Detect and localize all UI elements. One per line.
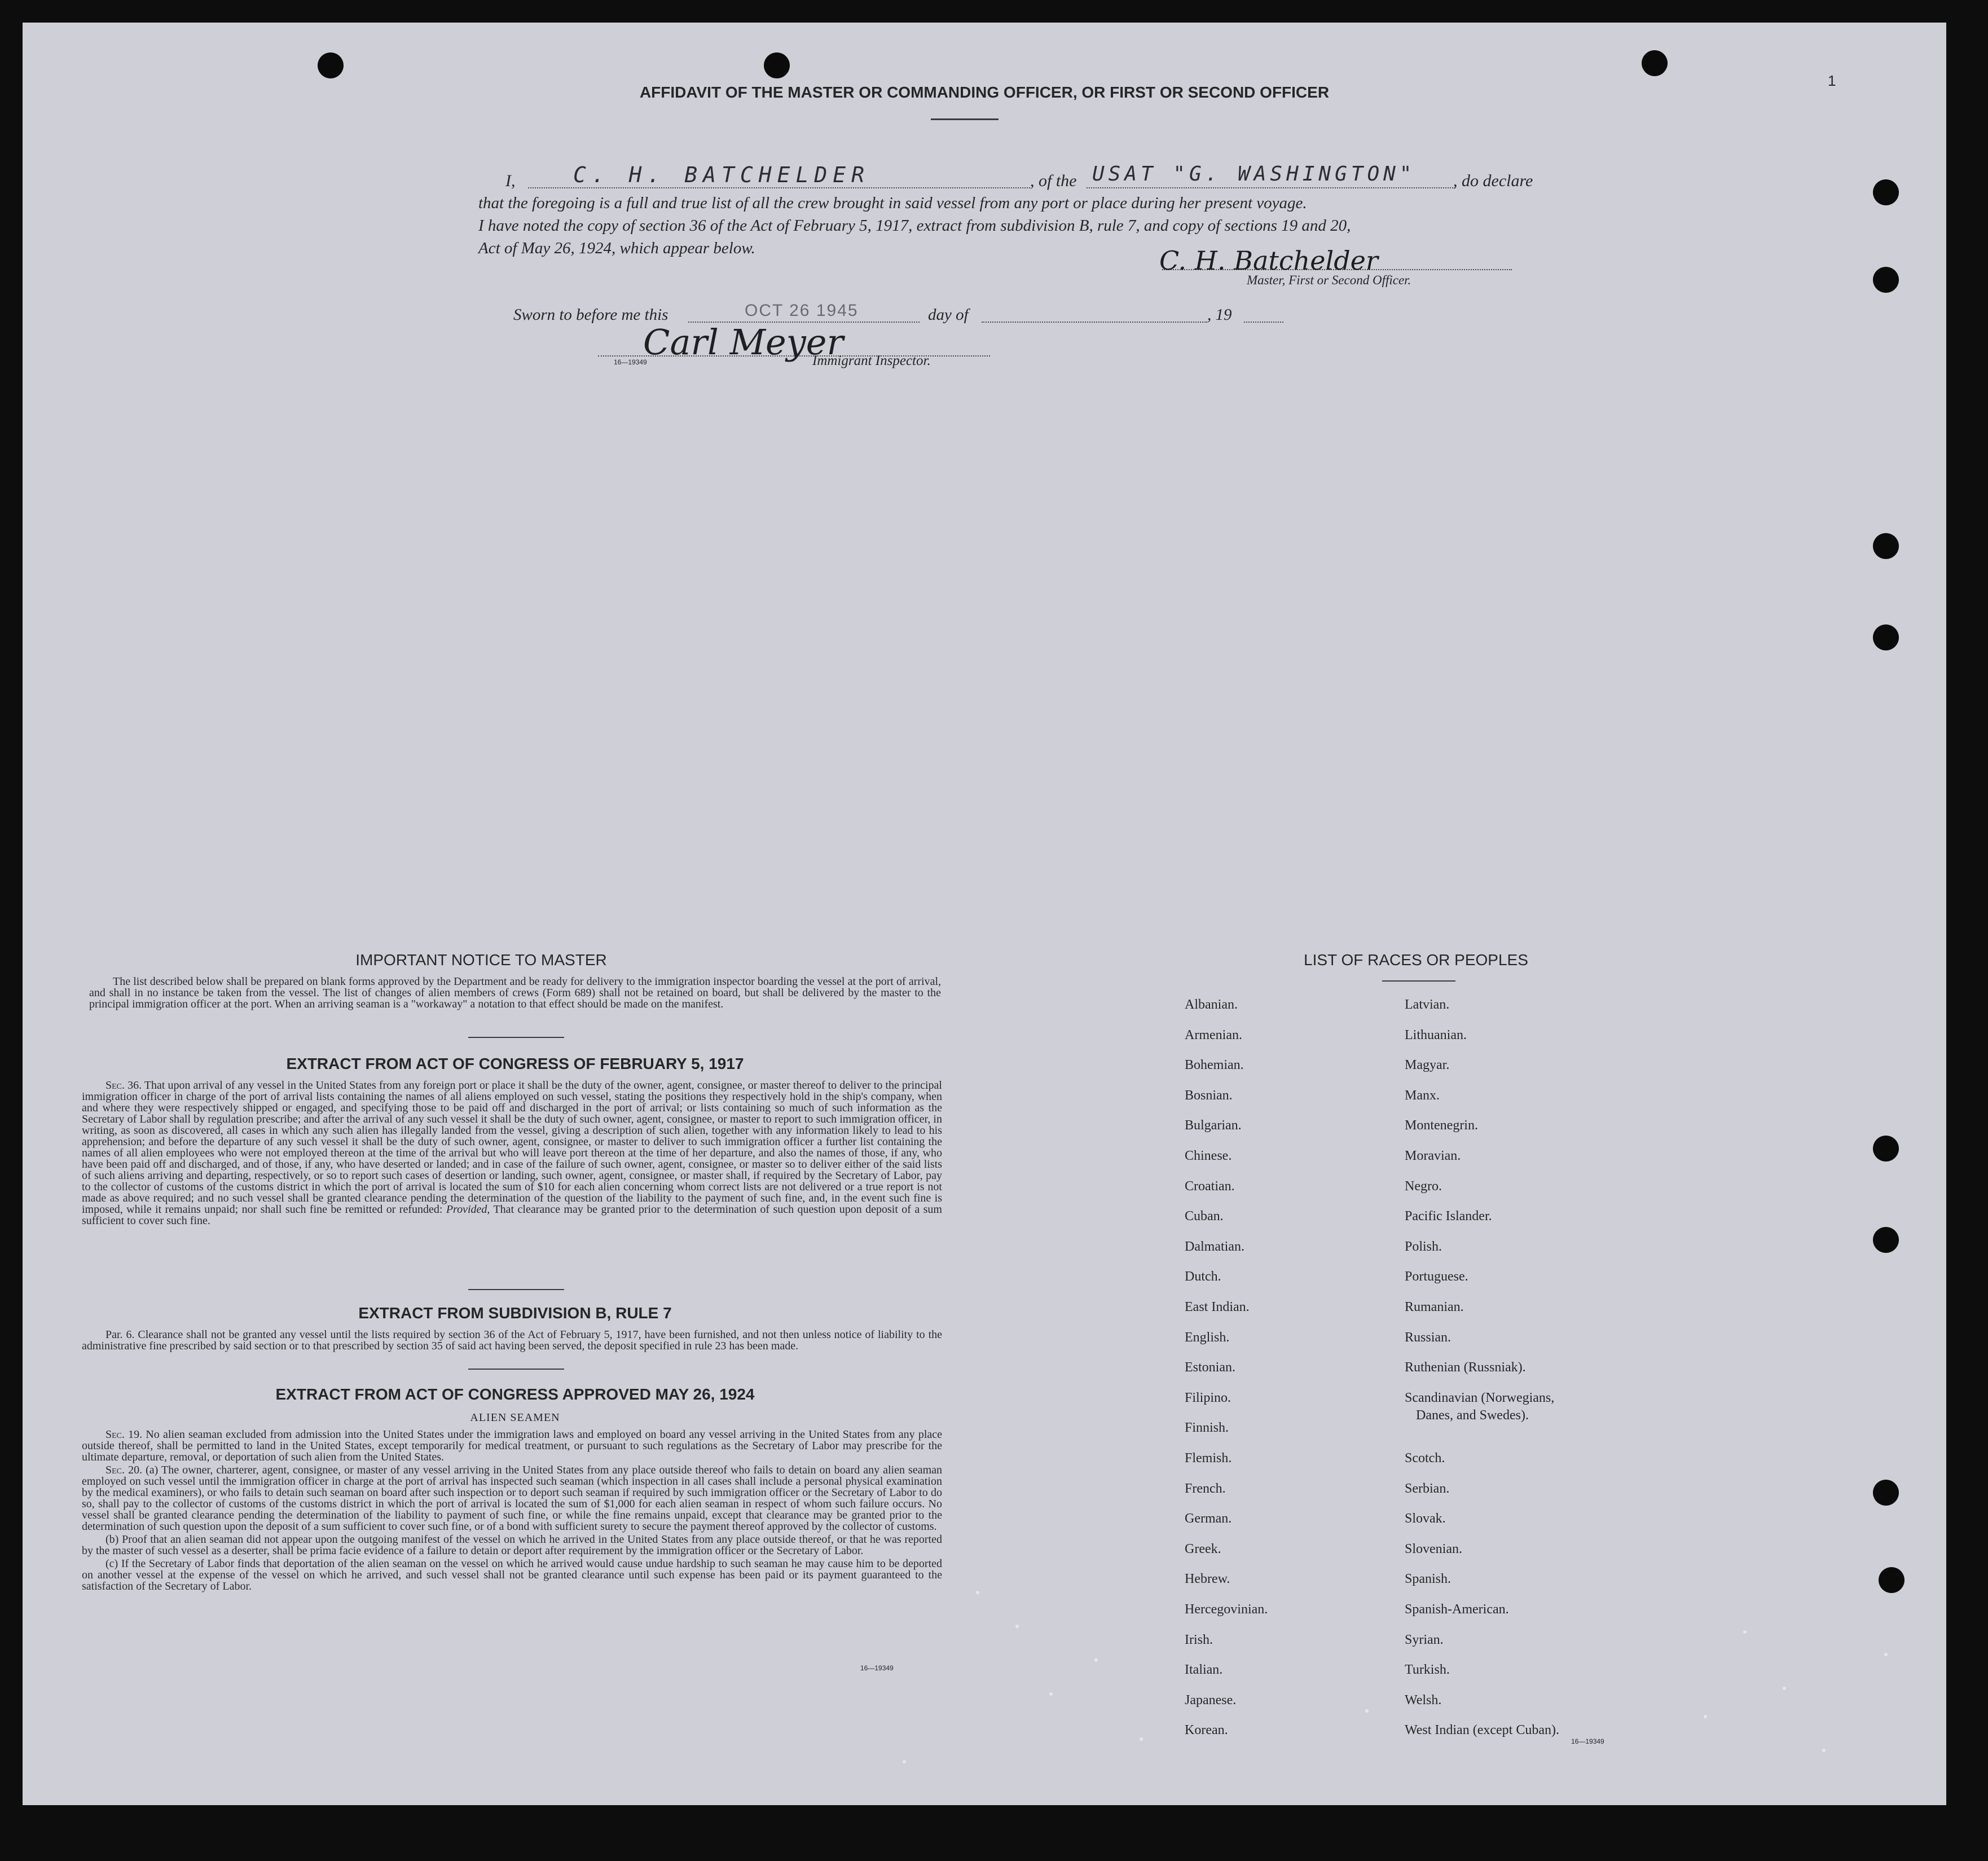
sec20-paragraph xyxy=(82,1464,942,1532)
extract-1917-text xyxy=(82,1080,942,1228)
race-item: Spanish. xyxy=(1405,1572,1452,1587)
race-item: Slovak. xyxy=(1405,1511,1446,1526)
race-item: Scotch. xyxy=(1405,1451,1445,1466)
form-number: 16—19349 xyxy=(860,1664,894,1672)
affidavit-line3: I have noted the copy of section 36 of the Act of February 5, 1917, extract from subdivision B, rule 7, and copy of sections 19 and 20, xyxy=(478,217,1351,235)
provided-word: Provided, xyxy=(446,1203,490,1216)
date-stamp: OCT 26 1945 xyxy=(745,301,859,320)
sec36-text: That upon arrival of any vessel in the United States from any foreign port or place it shall be the duty of the owner, agent, consignee, or master thereof to deliver to the principal immigration officer in charge of the port of arrival lists containing the names of all aliens employed on such vessel, stating the positions they respectively hold in the ship's company, when and where they were respectively shipped or engaged, and specifying those to be paid off and discharged in the port of arrival; or lists containing so much of such information as the Secretary of Labor shall by regulation prescribe; and after the arrival of any such vessel it shall be the duty of such owner, agent, consignee, or master to report to such immigration officer, in writing, as soon as discovered, all cases in which any such alien has illegally landed from the vessel, giving a description of such alien, together with any information likely to lead to his apprehension; and before the departure of any such vessel it shall be the duty of such owner, agent, consignee, or master to deliver to such immigration officer a further list containing the names of all alien employees who were not employed thereon at the time of the arrival but who will leave port thereon at the time of her departure, and also the names of those, if any, who have been paid off and discharged, and of those, if any, who have deserted or landed; and in case of the failure of such owner, agent, consignee, or master so to deliver either of the said lists of such aliens arriving and departing, respectively, or so to report such cases of desertion or landing, such owner, agent, consignee, or master shall, if required by the Secretary of Labor, pay to the collector of customs of the customs district in which the port of arrival is located the sum of $10 for each alien concerning whom correct lists are not delivered or a true report is not made as above required; and no such vessel shall be granted clearance pending the determination of the question of the liability to the payment of such fine, and, in the event such fine is imposed, while it remains unpaid; nor shall such fine be remitted or refunded: xyxy=(82,1079,942,1216)
scan-speck xyxy=(1822,1749,1826,1752)
race-item: Polish. xyxy=(1405,1239,1442,1254)
race-item: Negro. xyxy=(1405,1178,1442,1194)
punch-hole xyxy=(1873,179,1899,205)
subdivision-text xyxy=(82,1329,942,1353)
year-label: , 19 xyxy=(1207,306,1232,324)
extract-1924-title: EXTRACT FROM ACT OF CONGRESS APPROVED MAY 26, 1924 xyxy=(275,1385,755,1403)
race-item: Slovenian. xyxy=(1405,1541,1462,1556)
extract-1924-text xyxy=(82,1429,942,1594)
race-item: Magyar. xyxy=(1405,1058,1450,1073)
race-item: Ruthenian (Russniak). xyxy=(1405,1360,1526,1375)
race-item: West Indian (except Cuban). xyxy=(1405,1723,1559,1738)
race-item: Danes, and Swedes). xyxy=(1416,1408,1529,1423)
form-number: 16—19349 xyxy=(614,358,647,366)
race-item: Irish. xyxy=(1185,1632,1213,1647)
punch-hole xyxy=(1873,624,1899,650)
corner-mark: 1 xyxy=(1828,72,1836,89)
punch-hole xyxy=(318,52,344,78)
punch-hole xyxy=(764,52,790,78)
race-item: Latvian. xyxy=(1405,997,1450,1012)
race-item: Filipino. xyxy=(1185,1390,1231,1405)
race-item: Chinese. xyxy=(1185,1149,1232,1163)
master-name: C. H. BATCHELDER xyxy=(573,162,870,187)
extract-1917-title: EXTRACT FROM ACT OF CONGRESS OF FEBRUARY 5, 1917 xyxy=(286,1055,744,1072)
punch-hole xyxy=(1873,267,1899,293)
alien-seamen-subtitle: ALIEN SEAMEN xyxy=(470,1411,560,1424)
sworn-label: Sworn to before me this xyxy=(513,306,668,324)
inspector-signature: Carl Meyer xyxy=(643,322,844,363)
document-page xyxy=(23,23,1946,1805)
divider xyxy=(468,1289,564,1290)
race-item: Turkish. xyxy=(1405,1662,1450,1678)
para-c: (c) If the Secretary of Labor finds that deportation of the alien seaman on the vessel on which he arrived would cause undue hardship to such seaman he may cause him to be deported on another vessel at the expense of the vessel on which he arrived, and such vessel shall not be granted clearance until such expense has been paid or its payment guaranteed to the satisfaction of the Secretary of Labor. xyxy=(82,1558,942,1592)
race-item: Finnish. xyxy=(1185,1420,1229,1436)
race-item: Bohemian. xyxy=(1185,1058,1244,1073)
race-item: Montenegrin. xyxy=(1405,1118,1478,1133)
notice-title: IMPORTANT NOTICE TO MASTER xyxy=(355,951,607,969)
scan-speck xyxy=(1884,1653,1888,1656)
race-item: Scandinavian (Norwegians, xyxy=(1405,1390,1555,1405)
year-field xyxy=(1244,322,1283,323)
race-item: Moravian. xyxy=(1405,1149,1461,1163)
scan-speck xyxy=(1094,1658,1098,1662)
form-number: 16—19349 xyxy=(1571,1737,1604,1745)
divider xyxy=(468,1369,564,1370)
divider xyxy=(468,1037,564,1038)
punch-hole xyxy=(1879,1567,1905,1593)
scan-speck xyxy=(976,1591,979,1594)
master-signature: C. H. Batchelder xyxy=(1159,245,1378,276)
affidavit-line1 xyxy=(505,162,1538,190)
affidavit-title: AFFIDAVIT OF THE MASTER OR COMMANDING OFFICER, OR FIRST OR SECOND OFFICER xyxy=(639,83,1330,101)
race-item: French. xyxy=(1185,1481,1226,1496)
punch-hole xyxy=(1873,533,1899,559)
scan-speck xyxy=(1743,1630,1747,1634)
race-item: Greek. xyxy=(1185,1541,1221,1556)
divider xyxy=(931,118,999,120)
race-item: Spanish-American. xyxy=(1405,1602,1509,1617)
race-item: Italian. xyxy=(1185,1662,1223,1678)
race-item: East Indian. xyxy=(1185,1300,1250,1314)
race-item: Dalmatian. xyxy=(1185,1239,1244,1254)
race-item: Albanian. xyxy=(1185,997,1238,1012)
sec19-paragraph xyxy=(82,1429,942,1463)
race-item: Cuban. xyxy=(1185,1209,1224,1224)
notice-text xyxy=(89,976,941,1011)
master-signature-caption: Master, First or Second Officer. xyxy=(1247,273,1411,287)
race-item: Hercegovinian. xyxy=(1185,1602,1268,1617)
scan-speck xyxy=(1140,1737,1143,1741)
scan-speck xyxy=(1015,1625,1019,1628)
divider xyxy=(1382,980,1455,982)
para-b: (b) Proof that an alien seaman did not appear upon the outgoing manifest of the vessel on which he arrived in the United States from any place outside thereof, or that he was reported by the master of such vessel as a deserter, shall be prima facie evidence of a failure to detain or deport after requirement by the immigration officer or the Secretary of Labor. xyxy=(82,1533,942,1557)
race-item: Welsh. xyxy=(1405,1692,1442,1708)
race-item: Hebrew. xyxy=(1185,1572,1230,1587)
scan-speck xyxy=(903,1760,906,1763)
race-item: Flemish. xyxy=(1185,1451,1232,1466)
races-title: LIST OF RACES OR PEOPLES xyxy=(1304,951,1528,969)
race-item: Bosnian. xyxy=(1185,1088,1233,1103)
subdivision-title: EXTRACT FROM SUBDIVISION B, RULE 7 xyxy=(358,1304,672,1322)
race-item: Dutch. xyxy=(1185,1269,1221,1284)
race-item: Rumanian. xyxy=(1405,1300,1464,1314)
sec20-label: Sec. 20. xyxy=(105,1464,143,1476)
vessel-name: USAT "G. WASHINGTON" xyxy=(1092,162,1416,186)
race-item: Armenian. xyxy=(1185,1027,1242,1042)
scan-speck xyxy=(1365,1709,1369,1713)
notice-paragraph: The list described below shall be prepared on blank forms approved by the Department and be ready for delivery to the immigration inspector boarding the vessel at the port of arrival, and shall in no instance be taken from the vessel. The list of changes of alien members of crews (Form 689) shall not be retained on board, but shall be delivered by the master to the principal immigration officer at the port. When an arriving seaman is a "workaway" a notation to that effect should be made on the manifest. xyxy=(89,975,941,1010)
race-item: Estonian. xyxy=(1185,1360,1235,1375)
affidavit-line4: Act of May 26, 1924, which appear below. xyxy=(478,239,755,257)
sec36-label: Sec. 36. xyxy=(105,1079,142,1092)
race-item: Bulgarian. xyxy=(1185,1118,1242,1133)
i-label: I, xyxy=(505,171,516,190)
race-item: German. xyxy=(1185,1511,1232,1526)
day-of-label: day of xyxy=(928,306,969,324)
race-item: Japanese. xyxy=(1185,1692,1237,1708)
race-item: Croatian. xyxy=(1185,1178,1235,1194)
do-declare-label: , do declare xyxy=(1453,171,1533,190)
sec36-text-end: That clearance may be granted prior to the determination of such question upon deposit of a sum sufficient to cover such fine. xyxy=(82,1203,942,1227)
sec19-text: No alien seaman excluded from admission into the United States under the immigration laws and employed on board any vessel arriving in the United States from any place outside thereof, shall be permitted to land in the United States, except temporarily for medical treatment, or pursuant to such regulations as the Secretary of Labor may prescribe for the ultimate departure, removal, or deportation of such alien from the United States. xyxy=(82,1428,943,1463)
punch-hole xyxy=(1873,1136,1899,1162)
race-item: Lithuanian. xyxy=(1405,1027,1467,1042)
scan-speck xyxy=(1783,1687,1786,1690)
month-field xyxy=(982,322,1207,323)
race-item: Serbian. xyxy=(1405,1481,1450,1496)
race-item: Pacific Islander. xyxy=(1405,1209,1492,1224)
race-item: Portuguese. xyxy=(1405,1269,1468,1284)
scan-speck xyxy=(1704,1715,1707,1718)
punch-hole xyxy=(1642,50,1668,76)
sec36-paragraph xyxy=(82,1080,942,1226)
race-item: Russian. xyxy=(1405,1330,1452,1345)
par6-paragraph: Par. 6. Clearance shall not be granted any vessel until the lists required by section 36 of the Act of February 5, 1917, have been furnished, and not then unless notice of liability to the administrative fine prescribed by said section or to that prescribed by section 35 of said act having been served, the deposit specified in rule 23 has been made. xyxy=(82,1328,942,1352)
sec19-label: Sec. 19. xyxy=(105,1428,143,1441)
race-item: Manx. xyxy=(1405,1088,1440,1103)
scan-speck xyxy=(1049,1692,1053,1696)
of-the-label: , of the xyxy=(1030,171,1077,190)
race-item: English. xyxy=(1185,1330,1230,1345)
punch-hole xyxy=(1873,1227,1899,1253)
punch-hole xyxy=(1873,1480,1899,1506)
affidavit-line2: that the foregoing is a full and true list of all the crew brought in said vessel from any port or place during her present voyage. xyxy=(478,194,1307,212)
sec20-text: (a) The owner, charterer, agent, consignee, or master of any vessel arriving in the United States from any place outside thereof who fails to detain on board any alien seaman employed on such vessel until the immigration officer in charge at the port of arrival has inspected such seaman (which inspection in all cases shall include a personal physical examination by the medical examiners), or who fails to detain such seaman on board after such inspection or to deport such seaman if required by such immigration officer or the Secretary of Labor to do so, shall pay to the collector of customs of the customs district in which the port of arrival is located the sum of $1,000 for each alien seaman in respect of whom such failure occurs. No vessel shall be granted clearance pending the determination of the liability to payment of such fine, or while the fine remains unpaid, except that clearance may be granted prior to the determination of such question upon the deposit of a sum sufficient to cover such fine, or of a bond with sufficient surety to secure the payment thereof approved by the collector of customs. xyxy=(82,1464,943,1533)
race-item: Syrian. xyxy=(1405,1632,1444,1647)
race-item: Korean. xyxy=(1185,1723,1228,1738)
inspector-caption: Immigrant Inspector. xyxy=(812,353,931,368)
